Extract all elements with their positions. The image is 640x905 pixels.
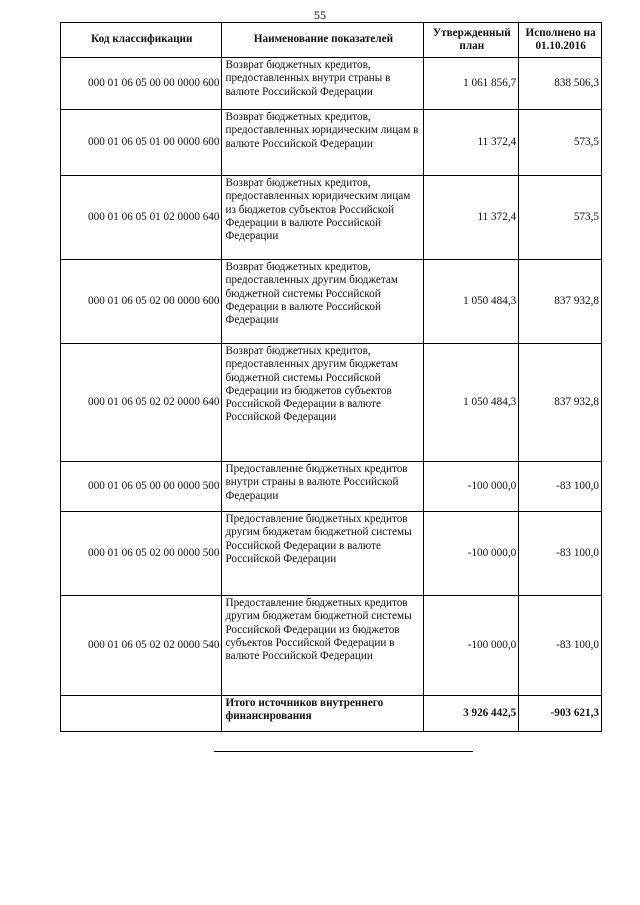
table-header-row bbox=[61, 23, 602, 58]
row-code: 000 01 06 05 01 00 0000 600 bbox=[61, 110, 222, 176]
total-name: Итого источников внутреннего финансирования bbox=[222, 696, 424, 732]
table-row bbox=[61, 58, 602, 110]
row-plan: -100 000,0 bbox=[424, 462, 519, 512]
header-plan: Утвержденный план bbox=[424, 23, 519, 58]
row-code: 000 01 06 05 00 00 0000 500 bbox=[61, 462, 222, 512]
separator-line bbox=[214, 751, 473, 752]
row-plan: 11 372,4 bbox=[424, 110, 519, 176]
row-name: Возврат бюджетных кредитов, предоставленных внутри страны в валюте Российской Федерации bbox=[222, 58, 424, 110]
row-plan: 1 050 484,3 bbox=[424, 344, 519, 462]
row-code: 000 01 06 05 00 00 0000 600 bbox=[61, 58, 222, 110]
table-row bbox=[61, 344, 602, 462]
row-plan: 1 061 856,7 bbox=[424, 58, 519, 110]
row-code: 000 01 06 05 02 00 0000 500 bbox=[61, 512, 222, 596]
row-plan: -100 000,0 bbox=[424, 512, 519, 596]
row-name: Возврат бюджетных кредитов, предоставленных юридическим лицам в валюте Российской Федерации bbox=[222, 110, 424, 176]
total-done: -903 621,3 bbox=[519, 696, 602, 732]
table-row bbox=[61, 512, 602, 596]
row-done: 837 932,8 bbox=[519, 260, 602, 344]
row-done: 837 932,8 bbox=[519, 344, 602, 462]
header-name: Наименование показателей bbox=[222, 23, 424, 58]
row-plan: -100 000,0 bbox=[424, 596, 519, 696]
row-done: 838 506,3 bbox=[519, 58, 602, 110]
row-name: Предоставление бюджетных кредитов внутри страны в валюте Российской Федерации bbox=[222, 462, 424, 512]
row-name: Возврат бюджетных кредитов, предоставленных другим бюджетам бюджетной системы Российской Федерации в валюте Российской Федерации bbox=[222, 260, 424, 344]
total-row bbox=[61, 696, 602, 732]
row-name: Возврат бюджетных кредитов, предоставленных другим бюджетам бюджетной системы Российской Федерации из бюджетов субъектов Российской Федерации в валюте Российской Федерации bbox=[222, 344, 424, 462]
total-code bbox=[61, 696, 222, 732]
table-row bbox=[61, 260, 602, 344]
row-code: 000 01 06 05 02 02 0000 540 bbox=[61, 596, 222, 696]
table-row bbox=[61, 596, 602, 696]
row-done: -83 100,0 bbox=[519, 462, 602, 512]
row-plan: 1 050 484,3 bbox=[424, 260, 519, 344]
row-done: 573,5 bbox=[519, 110, 602, 176]
table-row bbox=[61, 462, 602, 512]
header-code: Код классификации bbox=[61, 23, 222, 58]
row-done: -83 100,0 bbox=[519, 512, 602, 596]
row-name: Возврат бюджетных кредитов, предоставленных юридическим лицам из бюджетов субъектов Российской Федерации в валюте Российской Федерации bbox=[222, 176, 424, 260]
total-plan: 3 926 442,5 bbox=[424, 696, 519, 732]
sources-table bbox=[60, 22, 602, 732]
row-code: 000 01 06 05 02 02 0000 640 bbox=[61, 344, 222, 462]
table-row bbox=[61, 110, 602, 176]
table-row bbox=[61, 176, 602, 260]
row-code: 000 01 06 05 01 02 0000 640 bbox=[61, 176, 222, 260]
row-done: 573,5 bbox=[519, 176, 602, 260]
row-name: Предоставление бюджетных кредитов другим бюджетам бюджетной системы Российской Федерации в валюте Российской Федерации bbox=[222, 512, 424, 596]
header-done: Исполнено на 01.10.2016 bbox=[519, 23, 602, 58]
row-code: 000 01 06 05 02 00 0000 600 bbox=[61, 260, 222, 344]
row-name: Предоставление бюджетных кредитов другим бюджетам бюджетной системы Российской Федерации из бюджетов субъектов Российской Федерации в валюте Российской Федерации bbox=[222, 596, 424, 696]
row-done: -83 100,0 bbox=[519, 596, 602, 696]
row-plan: 11 372,4 bbox=[424, 176, 519, 260]
page-number: 55 bbox=[314, 8, 326, 22]
